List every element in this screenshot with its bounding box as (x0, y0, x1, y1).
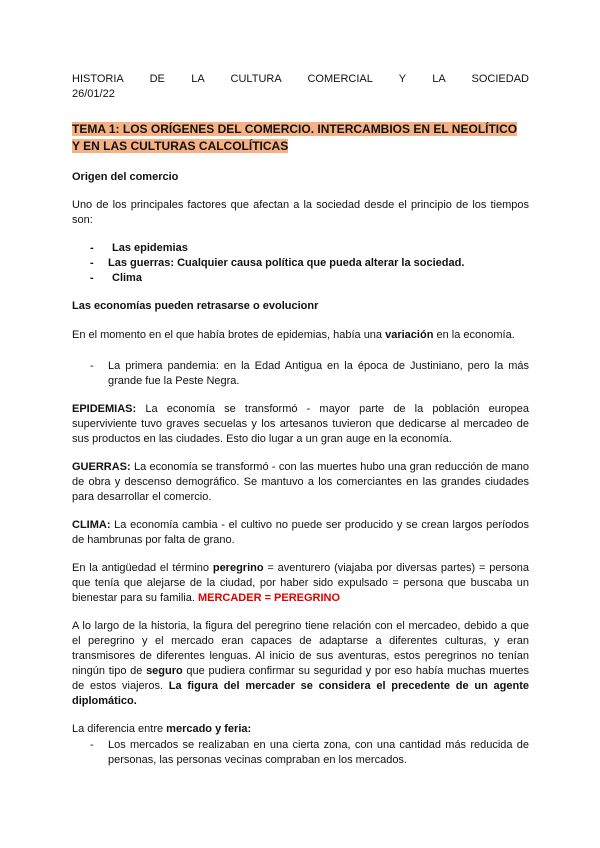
list-item: - Los mercados se realizaban en una cierta zona, con una cantidad más reducida de personas, las personas vecinas compraban en los mercados. (90, 739, 529, 766)
tema-title-line1: TEMA 1: LOS ORÍGENES DEL COMERCIO. INTERCAMBIOS EN EL NEOLÍTICO (72, 122, 518, 136)
origen-heading: Origen del comercio (72, 171, 179, 183)
pandemic-list (72, 359, 529, 389)
economias-heading: Las economías pueden retrasarse o evolucionr (72, 300, 319, 312)
diferencia-list (72, 738, 529, 768)
diferencia-intro: La diferencia entre mercado y feria: (72, 723, 252, 735)
tema-title-line2: Y EN LAS CULTURAS CALCOLÍTICAS (72, 139, 289, 153)
course-title: HISTORIA DE LA CULTURA COMERCIAL Y LA SOCIEDAD (72, 73, 529, 85)
clima-paragraph: CLIMA: La economía cambia - el cultivo no puede ser producido y se crean largos períodos de hambrunas por falta de grano. (72, 519, 529, 546)
guerras-paragraph: GUERRAS: La economía se transformó - con las muertes hubo una gran reducción de mano de obra y descenso demográfico. Se mantuvo a los comerciantes en las grandes ciudades para desarrollar el comercio. (72, 461, 529, 503)
mercader-peregrino-highlight: MERCADER = PEREGRINO (197, 592, 341, 604)
list-item: - Las epidemias (90, 242, 188, 254)
list-item: - Las guerras: Cualquier causa política que pueda alterar la sociedad. (90, 257, 465, 269)
tema-title (72, 121, 532, 155)
origen-intro: Uno de los principales factores que afectan a la sociedad desde el principio de los tiempos son: (72, 199, 529, 226)
peregrino-paragraph: En la antigüedad el término peregrino = aventurero (viajaba por diversas partes) = persona que tenía que alejarse de la ciudad, por haber sido expulsado = persona que buscaba un bienestar para su familia. MERCADER = PEREGRINO (72, 562, 529, 604)
list-item: - La primera pandemia: en la Edad Antigua en la época de Justiniano, pero la más grande fue la Peste Negra. (90, 360, 529, 387)
historia-paragraph: A lo largo de la historia, la figura del peregrino tiene relación con el mercadeo, debido a que el peregrino y el mercado eran capaces de adaptarse a diferentes culturas, y eran transmisores de diferentes lenguas. Al inicio de sus aventuras, estos peregrinos no tenían ningún tipo de seguro que pudiera confirmar su seguridad y por eso había muchas muertes de estos viajeros. La figura del mercader se considera el precedente de un agente diplomático. (72, 620, 530, 707)
list-item: - Clima (90, 272, 142, 284)
document-date: 26/01/22 (72, 88, 115, 100)
factors-list (72, 241, 529, 286)
economias-sentence: En el momento en el que había brotes de epidemias, había una variación en la economía. (72, 329, 515, 341)
epidemias-paragraph: EPIDEMIAS: La economía se transformó - mayor parte de la población europea superviviente tuvo graves secuelas y los artesanos tuvieron que dedicarse al mercadeo de sus productos en las ciudades. Esto dio lugar a un gran auge en la economía. (72, 403, 529, 445)
